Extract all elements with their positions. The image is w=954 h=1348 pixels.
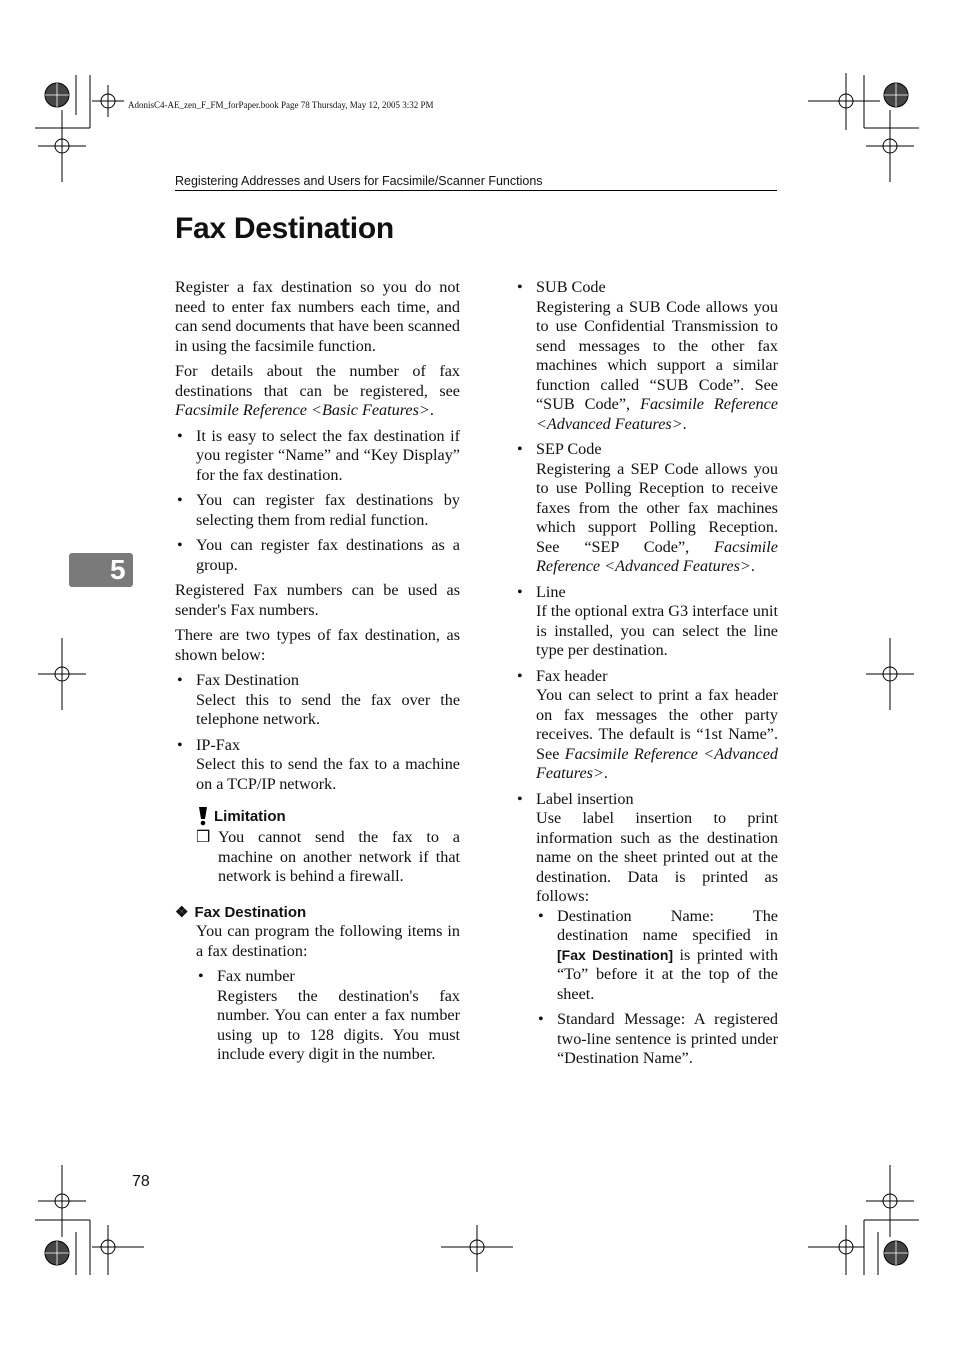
intro-paragraph: Register a fax destination so you do not need to enter fax numbers each time, and can send documents that have been scanned in using the facsimile function. [175,278,460,355]
list-item: • Fax header You can select to print a fax header on fax messages the other party receives. The default is “1st Name”. See Facsimile Reference <Advanced Features>. [517,666,778,782]
list-item: • It is easy to select the fax destination if you register “Name” and “Key Display” for the fax destination. [177,426,460,484]
program-intro: You can program the following items in a fax destination: [196,922,460,960]
limitation-item: ❒ You cannot send the fax to a machine on another network if that network is behind a firewall. [196,828,460,885]
list-item: • Fax number Registers the destination's fax number. You can enter a fax number using up to 128 digits. You must include every digit in the number. [198,967,460,1063]
list-item: • Line If the optional extra G3 interface unit is installed, you can select the line type per destination. [517,582,778,659]
chapter-number: 5 [110,554,126,585]
items-list [196,967,460,1065]
reference-link: Facsimile Reference <Advanced Features> [536,395,779,433]
reference-link: Facsimile Reference <Basic Features> [175,401,430,419]
running-header: Registering Addresses and Users for Facsimile/Scanner Functions [175,174,777,191]
limitation-heading: Limitation [214,807,286,825]
list-item: • You can register fax destinations by selecting them from redial function. [177,491,460,529]
list-item: • Destination Name: The destination name specified in [Fax Destination] is printed with “To” before it at the top of the sheet. [538,906,778,1003]
reference-link: Facsimile Reference <Advanced Features> [536,537,778,575]
list-item: • You can register fax destinations as a group. [177,536,460,574]
reference-link: Facsimile Reference <Advanced Features> [536,744,778,782]
sender-note: Registered Fax numbers can be used as sender's Fax numbers. [175,581,460,619]
details-paragraph: For details about the number of fax destinations that can be registered, see Facsimile Reference <Basic Features>. [175,362,460,419]
page-number: 78 [132,1173,150,1190]
list-item: • Standard Message: A registered two-line sentence is printed under “Destination Name”. [538,1010,778,1067]
list-item: • SEP Code Registering a SEP Code allows you to use Polling Reception to receive faxes from the other fax machines which support Polling Reception. See “SEP Code”, Facsimile Reference <Advanced Features>. [517,440,778,575]
fax-destination-key: [Fax Destination] [557,946,674,963]
list-item: • Label insertion Use label insertion to print information such as the destination name on the sheet printed out at the destination. Data is printed as follows: • Destination Name: The destination name specified in [Fax Destination] is printed with “To” before it at the top of the sheet. • Standard Message: A registered two-line sentence is printed under “Destination Name”. [517,789,778,1067]
right-column [515,278,778,1075]
diamond-bullet-icon: ❖ [175,903,189,921]
types-list [175,671,460,794]
tips-list [175,427,460,576]
section-subheading: ❖ Fax Destination [175,903,307,921]
types-intro: There are two types of fax destination, as shown below: [175,626,460,664]
checkbox-icon: ❒ [196,828,211,846]
list-item: • SUB Code Registering a SUB Code allows you to use Confidential Transmission to send messages to the other fax machines which support a similar function called “SUB Code”. See “SUB Code”, Facsimile Reference <Advanced Features>. [517,278,779,433]
file-info: AdonisC4-AE_zen_F_FM_forPaper.book Page 78 Thursday, May 12, 2005 3:32 PM [128,100,434,110]
items-list-continued [515,278,778,1069]
left-column [175,278,460,1071]
page-title: Fax Destination [175,212,394,245]
list-item: • Fax Destination Select this to send the fax over the telephone network. [177,671,460,728]
limitation-box [196,806,460,887]
limitation-icon [196,806,210,826]
label-data-list [536,907,778,1069]
list-item: • IP-Fax Select this to send the fax to a machine on a TCP/IP network. [177,735,460,793]
